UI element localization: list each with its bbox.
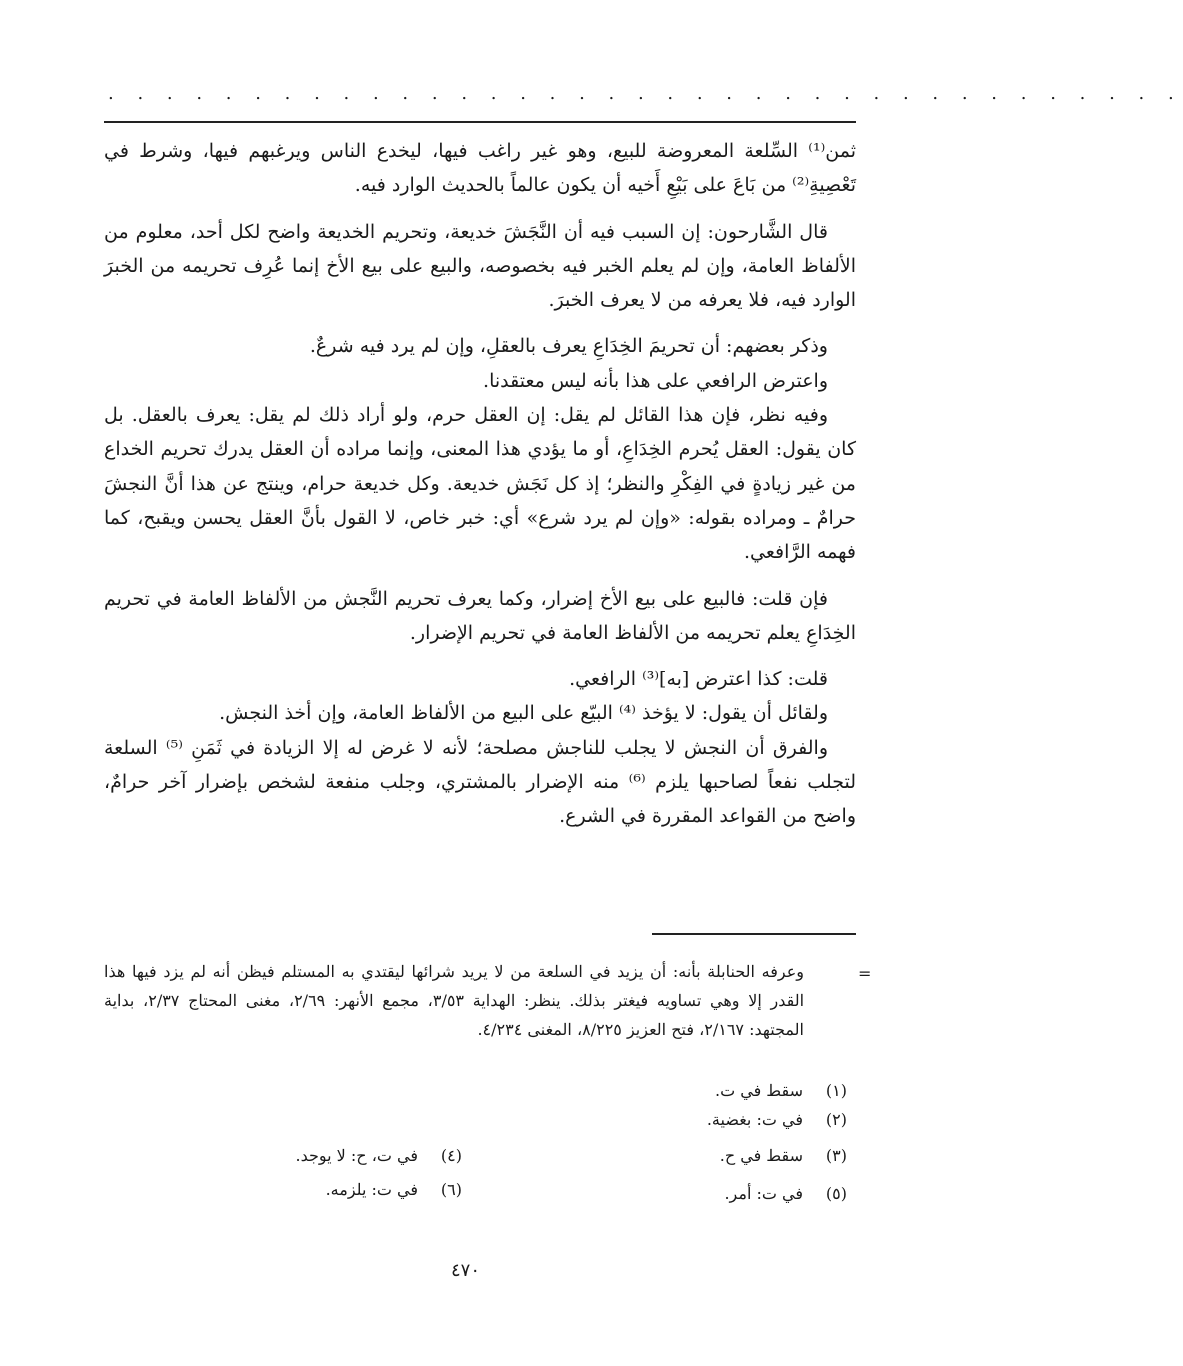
footnote-number: (٢): [825, 1110, 847, 1129]
footnote-2: [707, 1105, 847, 1134]
paragraph: وفيه نظر، فإن هذا القائل لم يقل: إن العقل حرم، ولو أراد ذلك لم يقل: يعرف بالعقل. بل كان يقول: العقل يُحرم الخِدَاعِ، أو ما يؤدي هذا المعنى، وإنما مراده أن العقل يدرك تحريم الخداع من غير زيادةٍ في الفِكْرِ والنظر؛ إذ كل نَجَش خديعة. وكل خديعة حرام، وينتج عن هذا أنَّ النجشَ حرامٌ ـ ومراده بقوله: «وإن لم يرد شرع» أي: خبر خاص، لا القول بأنَّ العقل يحسن ويقبح، كما فهمه الرَّافعي.: [104, 404, 856, 564]
header-dots: . . . . . . . . . . . . . . . . . . . . . . . . . . . . . . . . . . . . .: [108, 83, 1183, 104]
footnote-4: [296, 1141, 463, 1170]
footnote-separator: [652, 933, 856, 935]
footnote-continuation-text: وعرفه الحنابلة بأنه: أن يزيد في السلعة من لا يريد شرائها ليقتدي به المستلم فيظن أنه لم يزد فيها هذا القدر إلا وهي تساويه فيغتر بذلك. ينظر: الهداية ٣/٥٣، مجمع الأنهر: ٢/٦٩، مغنى المحتاج ٢/٣٧، بداية المجتهد: ٢/١٦٧، فتح العزيز ٨/٢٢٥، المغنى ٤/٢٣٤.: [104, 962, 805, 1039]
footnote-1: [715, 1076, 847, 1105]
paragraph: وذكر بعضهم: أن تحريمَ الخِدَاعِ يعرف بالعقلِ، وإن لم يرد فيه شرعٌ.: [309, 335, 828, 358]
footnote-5: [724, 1179, 847, 1208]
paragraph: والفرق أن النجش لا يجلب للناجش مصلحة؛ لأنه لا غرض له إلا الزيادة في ثَمَنِ ⁽⁵⁾ السلعة لتجلب نفعاً لصاحبها يلزم ⁽⁶⁾ منه الإضرار بالمشتري، وجلب منفعة لشخص بإضرار آخر حرامٌ، واضح من القواعد المقررة في الشرع.: [104, 736, 856, 828]
footnote-3: [720, 1141, 847, 1170]
footnote-number: (٣): [825, 1146, 847, 1165]
paragraph: فإن قلت: فالبيع على بيع الأخ إضرار، وكما يعرف تحريم النَّجش من الألفاظ العامة في تحريم الخِدَاعِ يعلم تحريمه من الألفاظ العامة في تحريم الإضرار.: [104, 587, 856, 644]
paragraph: ثمن⁽¹⁾ السِّلعة المعروضة للبيع، وهو غير راغب فيها، ليخدع الناس ويرغبهم فيها، وشرط في تَعْصِيةِ⁽²⁾ من بَاعَ على بَيْعِ أَخيه أن يكون عالماً بالحديث الوارد فيه.: [104, 140, 856, 197]
footnote-6: [326, 1175, 462, 1204]
main-text: [104, 134, 856, 834]
footnote-continuation-mark: =: [858, 964, 872, 983]
footnote-text: سقط في ح.: [719, 1146, 803, 1165]
footnote-number: (١): [825, 1081, 847, 1100]
footnote-number: (٤): [440, 1146, 462, 1165]
page-number: ٤٧٠: [450, 1260, 480, 1281]
footnote-text: في ت: بغضية.: [706, 1110, 803, 1129]
header-rule: [104, 121, 856, 123]
footnote-number: (٥): [825, 1184, 847, 1203]
footnote-text: في ت: أمر.: [724, 1184, 803, 1203]
paragraph: واعترض الرافعي على هذا بأنه ليس معتقدنا.: [483, 369, 828, 392]
paragraph: ولقائل أن يقول: لا يؤخذ ⁽⁴⁾ البيّع على البيع من الألفاظ العامة، وإن أخذ النجش.: [219, 702, 828, 725]
footnote-text: سقط في ت.: [715, 1081, 803, 1100]
footnote-text: في ت: يلزمه.: [325, 1180, 418, 1199]
footnote-text: في ت، ح: لا يوجد.: [295, 1146, 418, 1165]
paragraph: قال الشَّارحون: إن السبب فيه أن النَّجَشَ خديعة، وتحريم الخديعة واضح لكل أحد، معلوم من الألفاظ العامة، وإن لم يعلم الخبر فيه بخصوصه، والبيع على بيع الأخ إنما عُرِف تحريمه من الخبرَ الوارد فيه، فلا يعرفه من لا يعرف الخبرَ.: [104, 220, 856, 312]
footnote-number: (٦): [440, 1180, 462, 1199]
paragraph: قلت: كذا اعترض [به]⁽³⁾ الرافعي.: [569, 668, 828, 691]
footnote-continuation: [104, 957, 804, 1044]
